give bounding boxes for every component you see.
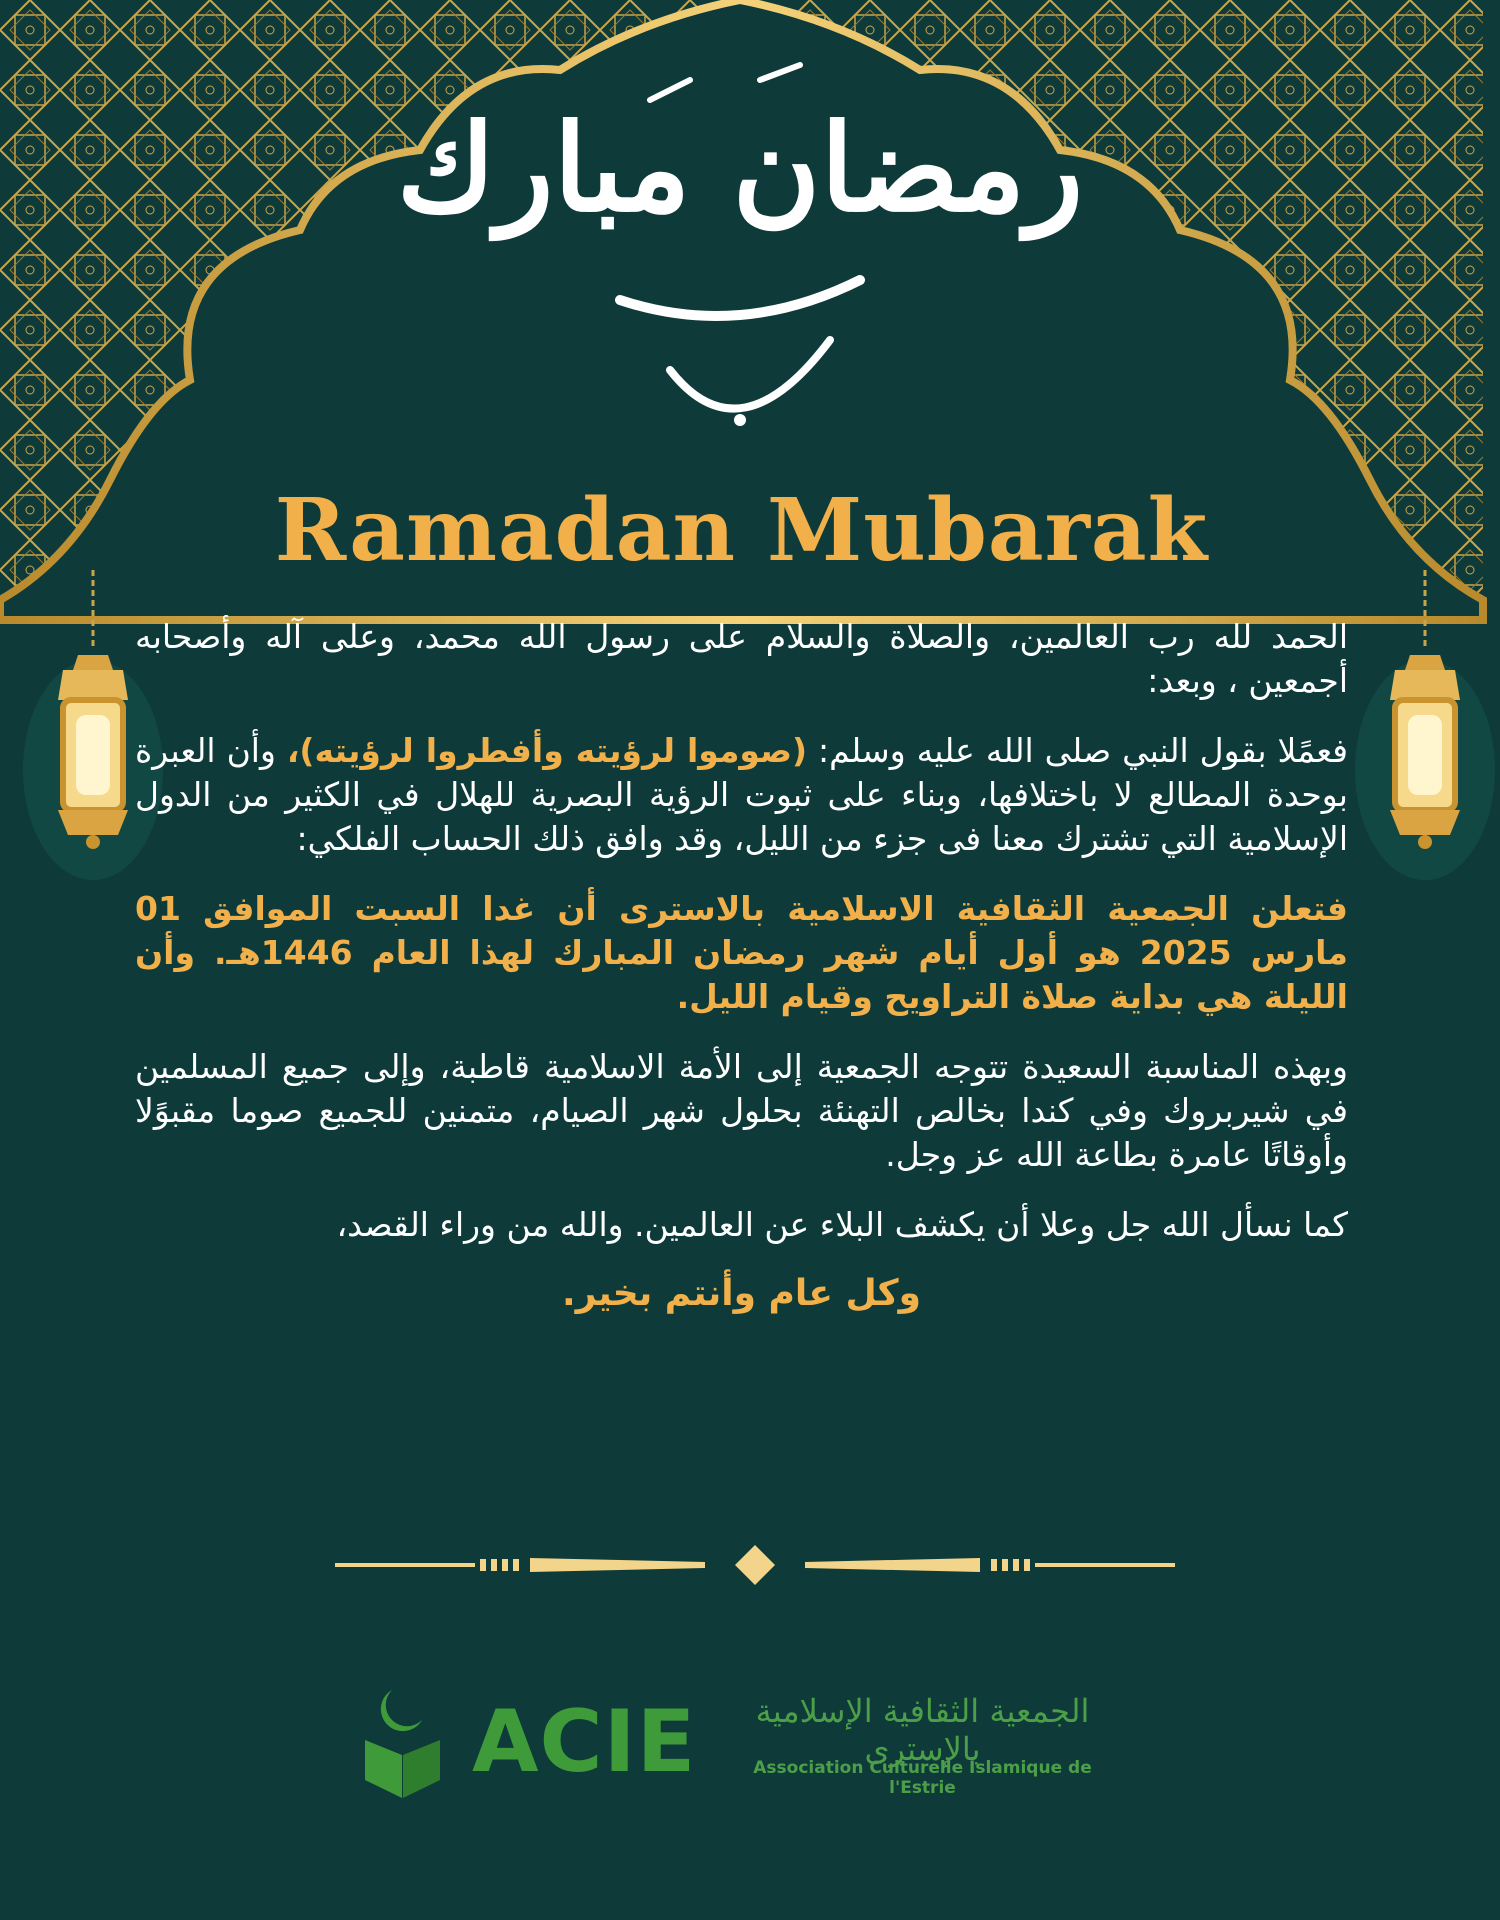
paragraph-hadith — [135, 729, 1348, 861]
paragraph-intro: الحمد لله رب العالمين، والصلاة والسلام على رسول الله محمد، وعلى آله وأصحابه أجمعين ، وبعد: — [135, 617, 1348, 700]
calligraphy-line-1: رمضان مبارك — [396, 98, 1084, 239]
paragraph-hadith-lead: فعمًلا بقول النبي صلى الله عليه وسلم: — [807, 731, 1349, 770]
ornament-divider — [335, 1540, 1175, 1590]
paragraph-announcement: فتعلن الجمعية الثقافية الاسلامية بالاسترى أن غدا السبت الموافق 01 مارس 2025 هو أول أيام شهر رمضان المبارك لهذا العام 1446هـ. وأن الليلة هي بداية صلاة التراويح وقيام الليل. — [135, 889, 1348, 1016]
association-name-ar: الجمعية الثقافية الإسلامية بالإسترى — [755, 1692, 1090, 1768]
paragraph-hadith-rest: وأن العبرة بوحدة المطالع لا باختلافها، وبناء على ثبوت الرؤية البصرية للهلال في الكثير من الدول الإسلامية التي تشترك معنا فى جزء من الليل، وقد وافق ذلك الحساب الفلكي: — [135, 731, 1348, 858]
arabic-calligraphy-title — [396, 40, 1084, 480]
lantern-icon — [1350, 570, 1500, 860]
announcement-body — [135, 615, 1348, 1314]
closing-greeting: وكل عام وأنتم بخير. — [562, 1273, 921, 1314]
paragraph-greetings: وبهذه المناسبة السعيدة تتوجه الجمعية إلى الأمة الاسلامية قاطبة، وإلى جميع المسلمين في شيربروك وفي كندا بخالص التهنئة بحلول شهر الصيام، متمنين للجميع صوما مقبوًلا وأوقاتًا عامرة بطاعة الله عز وجل. — [135, 1047, 1348, 1174]
association-name-fr: Association Culturelle Islamique de l'Estrie — [753, 1758, 1092, 1798]
paragraph-prayer: كما نسأل الله جل وعلا أن يكشف البلاء عن العالمين. والله من وراء القصد، — [336, 1205, 1348, 1244]
page-title: Ramadan Mubarak — [274, 480, 1209, 581]
acie-logo — [360, 1680, 1140, 1800]
acie-wordmark: ACIE — [472, 1692, 697, 1792]
hadith-quote: (صوموا لرؤيته وأفطروا لرؤيته)، — [286, 731, 808, 770]
crescent-book-icon — [360, 1680, 445, 1798]
